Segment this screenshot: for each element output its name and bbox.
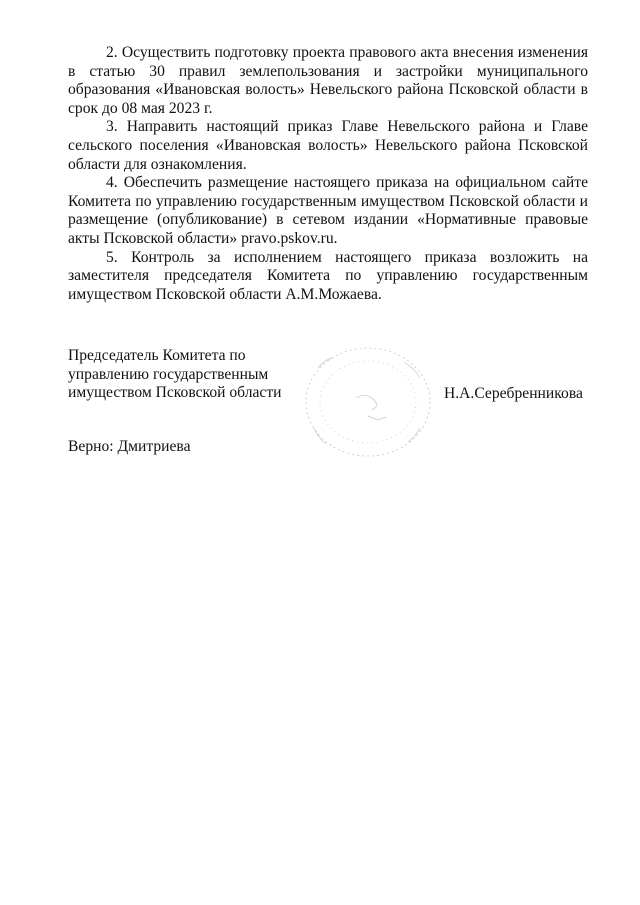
document-body — [68, 44, 588, 304]
paragraph-2: 2. Осуществить подготовку проекта правового акта внесения изменения в статью 30 правил землепользования и застройки муниципального образования «Ивановская волость» Невельского района Псковской области в срок до 08 мая 2023 г. — [68, 44, 588, 117]
signer-name: Н.А.Серебренникова — [444, 385, 583, 402]
paragraph-5: 5. Контроль за исполнением настоящего приказа возложить на заместителя председателя Комитета по управлению государственным имуществом Псковской области А.М.Можаева. — [68, 248, 588, 303]
faint-stamp-icon — [296, 338, 438, 468]
signatory-position — [68, 347, 288, 403]
paragraph-3: 3. Направить настоящий приказ Главе Невельского района и Главе сельского поселения «Ивановская волость» Невельского района Псковской области для ознакомления. — [68, 118, 588, 173]
signatory-position-line: управлению государственным — [68, 365, 269, 383]
signatory-position-line: Председатель Комитета по — [68, 347, 246, 364]
paragraph-4: 4. Обеспечить размещение настоящего приказа на официальном сайте Комитета по управлению государственным имуществом Псковской области и размещение (опубликование) в сетевом издании «Нормативные правовые акты Псковской области» pravo.pskov.ru. — [68, 174, 588, 247]
signatory-position-line: имуществом Псковской области — [68, 384, 282, 402]
verification-note: Верно: Дмитриева — [68, 438, 191, 455]
